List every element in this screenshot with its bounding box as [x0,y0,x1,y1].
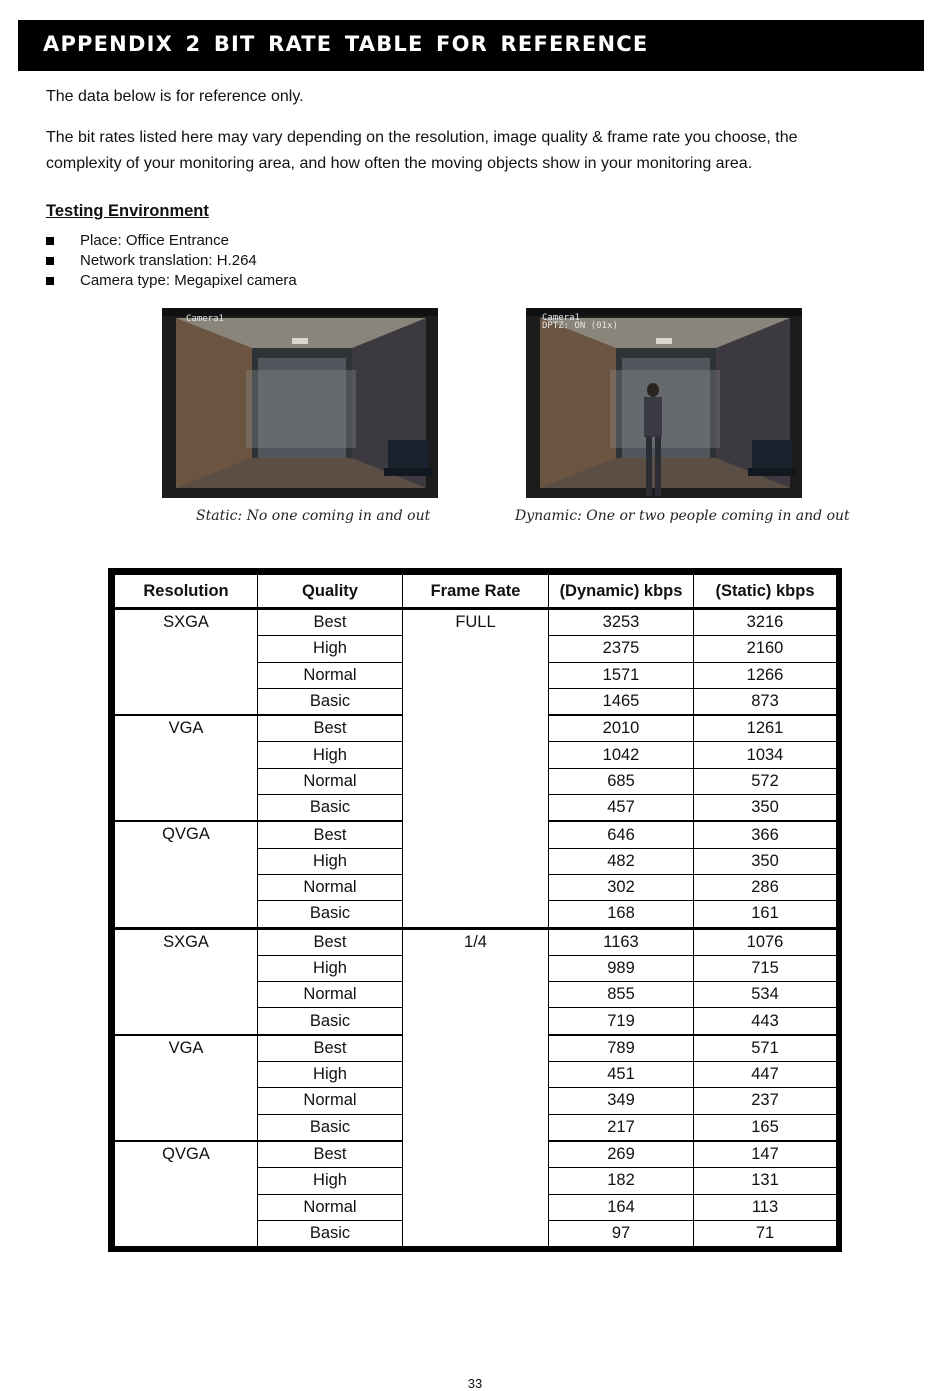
table-header-row [115,575,837,609]
cell-static-kbps: 443 [694,1008,837,1035]
intro-line-2: The bit rates listed here may vary depending on the resolution, image quality & frame rate you choose, the complexity of your monitoring area, and how often the moving objects show in your monitoring area. [46,129,798,172]
cell-dynamic-kbps: 349 [549,1088,694,1114]
cell-dynamic-kbps: 302 [549,874,694,900]
cell-quality: Normal [258,874,403,900]
header-resolution: Resolution [115,575,258,609]
cell-dynamic-kbps: 164 [549,1194,694,1220]
testing-environment-list [46,231,297,291]
table-row [115,928,837,955]
cell-static-kbps: 3216 [694,609,837,636]
square-bullet-icon [46,237,54,245]
header-dynamic-kbps: (Dynamic) kbps [549,575,694,609]
cell-static-kbps: 113 [694,1194,837,1220]
cell-quality: High [258,848,403,874]
cell-static-kbps: 571 [694,1035,837,1062]
page-title: APPENDIX 2 BIT RATE TABLE FOR REFERENCE [43,32,649,56]
cell-dynamic-kbps: 1042 [549,742,694,768]
cell-quality: Best [258,1141,403,1168]
cell-static-kbps: 572 [694,768,837,794]
cell-dynamic-kbps: 1163 [549,928,694,955]
camera-label: Camera1 [186,314,224,324]
list-item-text: Place: Office Entrance [80,232,229,249]
cell-resolution: VGA [115,1035,258,1141]
cell-quality: Best [258,928,403,955]
list-item-text: Camera type: Megapixel camera [80,272,297,289]
camera-dptz-label: DPTZ: ON (01x) [542,321,618,331]
cell-quality: Basic [258,1220,403,1246]
cell-quality: High [258,955,403,981]
cell-dynamic-kbps: 457 [549,795,694,822]
bit-rate-table [114,574,837,1247]
cell-frame-rate: FULL [403,609,549,929]
cell-dynamic-kbps: 482 [549,848,694,874]
cell-quality: Basic [258,901,403,928]
cell-resolution: QVGA [115,1141,258,1247]
caption-dynamic: Dynamic: One or two people coming in and out [515,508,850,524]
cell-static-kbps: 165 [694,1114,837,1141]
cell-resolution: QVGA [115,821,258,928]
cell-dynamic-kbps: 1571 [549,662,694,688]
cell-static-kbps: 1076 [694,928,837,955]
cell-static-kbps: 447 [694,1062,837,1088]
table-row [115,609,837,636]
cell-dynamic-kbps: 451 [549,1062,694,1088]
header-bar [18,20,924,71]
list-item [46,231,297,251]
page-number: 33 [467,1376,483,1391]
cell-quality: Normal [258,768,403,794]
cell-quality: Best [258,1035,403,1062]
cell-dynamic-kbps: 182 [549,1168,694,1194]
cell-static-kbps: 1266 [694,662,837,688]
header-static-kbps: (Static) kbps [694,575,837,609]
cell-static-kbps: 350 [694,848,837,874]
cell-quality: Basic [258,1114,403,1141]
cell-dynamic-kbps: 168 [549,901,694,928]
cell-quality: Normal [258,662,403,688]
cell-quality: Normal [258,1194,403,1220]
intro-line-1: The data below is for reference only. [46,88,304,105]
cell-static-kbps: 715 [694,955,837,981]
cell-static-kbps: 350 [694,795,837,822]
cell-dynamic-kbps: 989 [549,955,694,981]
cell-dynamic-kbps: 646 [549,821,694,848]
cell-static-kbps: 534 [694,982,837,1008]
cell-quality: High [258,636,403,662]
cell-dynamic-kbps: 719 [549,1008,694,1035]
header-frame-rate: Frame Rate [403,575,549,609]
cell-quality: Basic [258,688,403,715]
camera-image-dynamic [526,308,802,498]
cell-quality: High [258,742,403,768]
cell-quality: Best [258,821,403,848]
cell-dynamic-kbps: 2010 [549,715,694,742]
cell-static-kbps: 873 [694,688,837,715]
cell-dynamic-kbps: 685 [549,768,694,794]
cell-static-kbps: 1261 [694,715,837,742]
cell-static-kbps: 147 [694,1141,837,1168]
cell-quality: Best [258,715,403,742]
cell-resolution: VGA [115,715,258,821]
list-item [46,271,297,291]
cell-quality: High [258,1168,403,1194]
caption-static: Static: No one coming in and out [196,508,431,524]
cell-static-kbps: 71 [694,1220,837,1246]
cell-static-kbps: 131 [694,1168,837,1194]
cell-dynamic-kbps: 2375 [549,636,694,662]
header-quality: Quality [258,575,403,609]
table-body [115,609,837,1247]
cell-quality: Normal [258,982,403,1008]
cell-dynamic-kbps: 789 [549,1035,694,1062]
cell-static-kbps: 237 [694,1088,837,1114]
cell-dynamic-kbps: 855 [549,982,694,1008]
cell-static-kbps: 286 [694,874,837,900]
list-item [46,251,297,271]
cell-static-kbps: 161 [694,901,837,928]
camera-label: Camera1 [542,313,580,323]
cell-quality: Basic [258,795,403,822]
cell-static-kbps: 1034 [694,742,837,768]
cell-static-kbps: 366 [694,821,837,848]
cell-dynamic-kbps: 269 [549,1141,694,1168]
cell-dynamic-kbps: 217 [549,1114,694,1141]
cell-quality: High [258,1062,403,1088]
square-bullet-icon [46,277,54,285]
cell-quality: Best [258,609,403,636]
testing-environment-title: Testing Environment [46,202,209,220]
cell-static-kbps: 2160 [694,636,837,662]
cell-quality: Normal [258,1088,403,1114]
cell-dynamic-kbps: 97 [549,1220,694,1246]
cell-resolution: SXGA [115,609,258,716]
camera-image-static [162,308,438,498]
cell-dynamic-kbps: 1465 [549,688,694,715]
cell-resolution: SXGA [115,928,258,1035]
list-item-text: Network translation: H.264 [80,252,257,269]
cell-dynamic-kbps: 3253 [549,609,694,636]
cell-frame-rate: 1/4 [403,928,549,1247]
square-bullet-icon [46,257,54,265]
cell-quality: Basic [258,1008,403,1035]
